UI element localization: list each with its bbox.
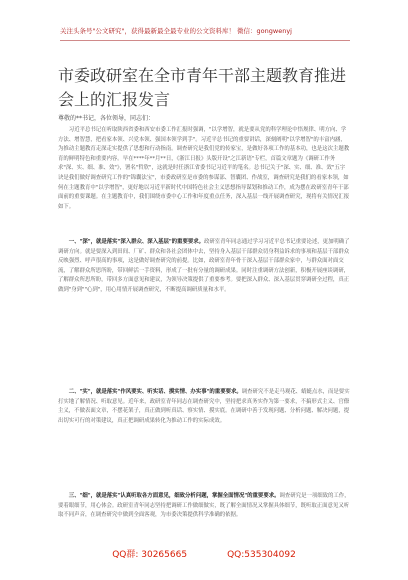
section-heading: 三、"细"，就是落实"认真听取各方面意见，细致分析问题，掌握全面情况"的重要要求。 <box>68 493 280 499</box>
paragraph-section-3 <box>58 492 350 521</box>
paragraph-intro <box>58 126 350 212</box>
contact-footer <box>0 546 408 564</box>
paragraph-section-2 <box>58 388 350 426</box>
document-title: 市委政研室在全市青年干部主题教育推进会上的汇报发言 <box>58 66 347 109</box>
header-divider <box>60 40 350 41</box>
qq-group: QQ群: 30265665 <box>112 550 188 560</box>
paragraph-text: 调查研究不是走马观花、蜻蜓点水，而是要实打实地了解情况、听取意见。近年来，政研室青年同志在调查研究中，坚持把求真务实作为第一要求，不搞形式主义、官僚主义，不做表面文章，不摆花架子，真正做到听真话、察实情、摸实底。在调研中善于发现问题、分析问题、解决问题，提出切实可行的对策建议，真正把调研成果转化为推动工作的实际成效。 <box>58 389 350 424</box>
section-heading: 一、"深"，就是落实"深入群众、深入基层"的重要要求。 <box>68 239 205 245</box>
section-heading: 二、"实"，就是落实"作风要实、听实话、摸实情、办实事"的重要要求。 <box>68 389 242 395</box>
paragraph-section-1 <box>58 238 350 296</box>
paragraph-text: 调查研究是一项细致的工作，要着眼细节，用心体会。政研室青年同志坚持把调研工作做细做实，既了解全面情况又掌握具体细节，既听取正面意见又听取不同声音，在调查研究中做到全面客观，为市委决策提供科学准确的依据。 <box>58 493 350 519</box>
salutation: 尊敬的**书记，各位领导，同志们： <box>58 115 155 122</box>
paragraph-text: 政研室青年同志通过学习习近平总书记重要论述，更加明确了调研方向。就是要深入到田间、厂矿、群众和各社会团体中去，坚持身入基层干部群众切身利益诉求的事项和基层干部群众反映强烈、呼声很高的事项，这是做好调查研究的前提。比如，政研室青年骨干深入基层干部群众家中，与群众面对面交流，了解群众所思所盼，带回鲜活一手资料，形成了一批有分量的调研成果。同时注重调研方法创新，积极开展座谈调研，了解群众所思所盼，带回多方面意见和建议，为领导决策提供了重要参考。要把深入群众、深入基层贯穿调研全过程，真正做到"身到""心到"，用心用情开展调查研究，不断提高调研质量和水平。 <box>58 239 350 293</box>
promo-header: 关注头条号"公文研究"，获得最新最全最专业的公文资料库！ 微信：gongwenyj <box>60 27 292 35</box>
qq-contact: QQ:535304092 <box>227 550 296 560</box>
paragraph-text: 习近平总书记在听取陕西省委和西安市委工作汇报时强调，"以学增智，就是要从党的科学理论中悟规律、明方向、学方法、增智慧，把看家本领、兴党本领、强国本领学到手"。习近平总书记的重要讲话，深刻阐明"以学增智"的丰富内涵，为推动主题教育走深走实提供了思想和行动指南。调查研究是我们党的传家宝，是做好各项工作的基本功，也是这次主题教育的鲜明特色和重要内容。早在****年**月**日，《浙江日报》头版开设"之江新语"专栏，首篇文章题为《调研工作务求"深、实、细、准、效"》，署名"哲欣"，这就是时任浙江省委书记习近平的笔名。总书记关于"深、实、细、准、效"五字诀是我们做好调查研究工作的"锦囊法宝"，市委政研室是市委的参谋部、智囊团、作战室，调查研究是我们的看家本领，如何在主题教育中"以学增智"，更好地以习近平新时代中国特色社会主义思想指导谋划和推动工作，成为摆在政研室青年干部面前的重要课题。在主题教育中，我们围绕市委中心工作和年度重点任务，深入基层一线开展调查研究，现将有关情况汇报如下。 <box>58 127 350 210</box>
